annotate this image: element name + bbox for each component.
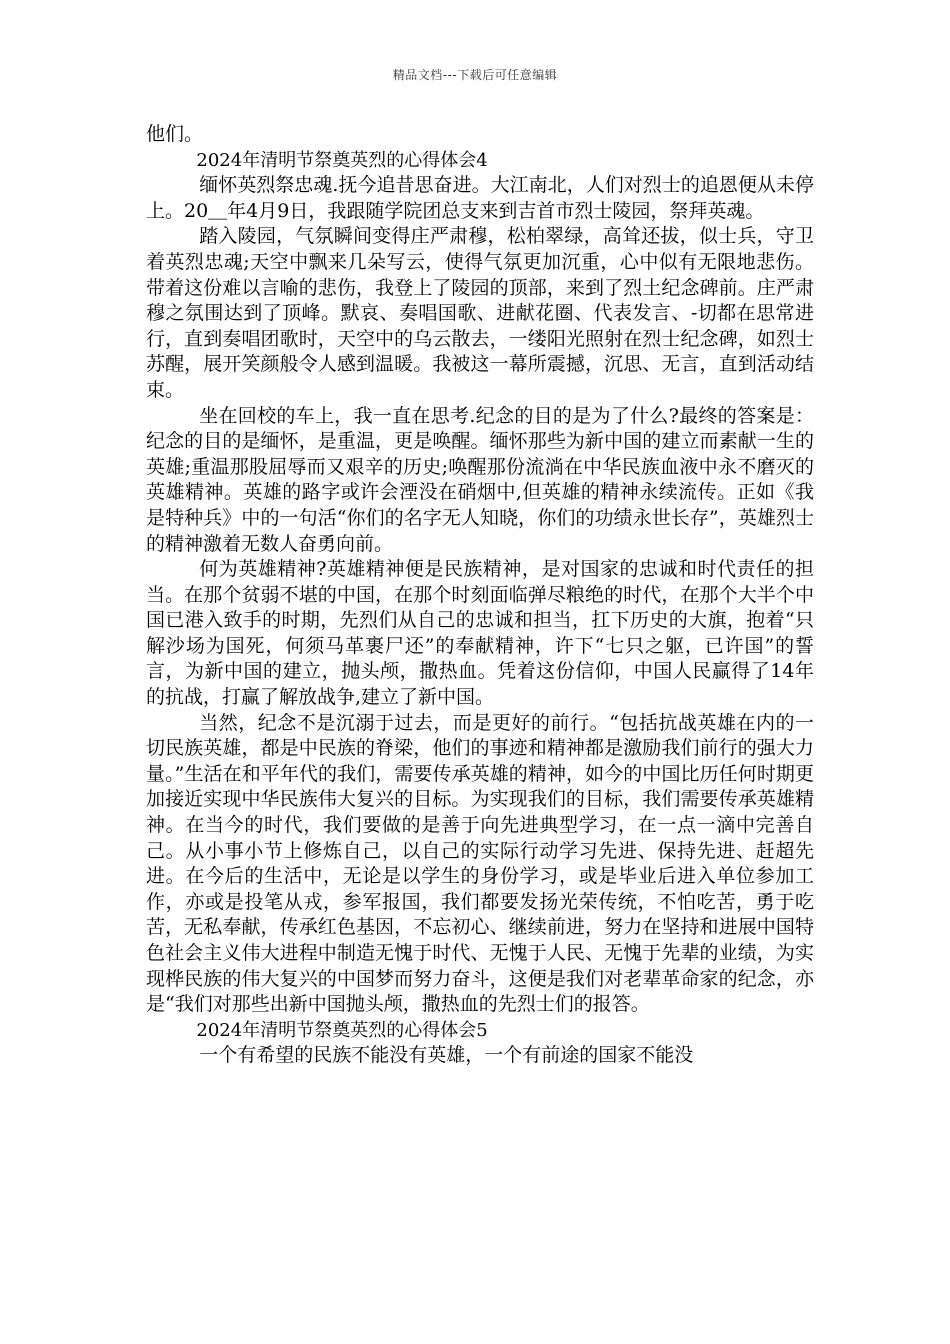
paragraph-moving-forward: 当然，纪念不是沉溺于过去，而是更好的前行。“包括抗战英雄在内的一切民族英雄，都是中民族的脊梁，他们的事迹和精神都是激励我们前行的强大力量。”生活在和平年代的我们，需要传承英雄的精神，如今的中国比历任何时期更加接近实现中华民族伟大复兴的目标。为实现我们的目标，我们需要传承英雄精神。在当今的时代，我们要做的是善于向先进典型学习，在一点一滴中完善自己。从小事小节上修炼自己，以自己的实际行动学习先进、保持先进、赶超先进。在今后的生活中，无论是以学生的身份学习，或是毕业后进入单位参加工作，亦或是投笔从戎，参军报国，我们都要发扬光荣传统，不怕吃苦，勇于吃苦，无私奉献，传承红色基因，不忘初心、继续前进，努力在坚持和进展中国特色社会主义伟大进程中制造无愧于时代、无愧于人民、无愧于先辈的业绩，为实现桦民族的伟大复兴的中国梦而努力奋斗，这便是我们对老辈革命家的纪念，亦是“我们对那些出新中国抛头颅，撒热血的先烈士们的报答。 — [146, 711, 814, 1016]
document-body — [146, 122, 814, 1069]
section-heading-4: 2024年清明节祭奠英烈的心得体会4 — [196, 149, 488, 171]
page-header: 精品文档---下载后可任意编辑 — [392, 68, 558, 82]
section-heading-5: 2024年清明节祭奠英烈的心得体会5 — [196, 1019, 488, 1041]
paragraph-reflection: 坐在回校的车上，我一直在思考.纪念的目的是为了什么?最终的答案是：纪念的目的是缅怀，是重温，更是唤醒。缅怀那些为新中国的建立而素献一生的英雄;重温那股屈辱而又艰辛的历史;唤醒那份流淌在中华民族血液中永不磨灭的英雄精神。英雄的路字或许会湮没在硝烟中,但英雄的精神永续流传。正如《我是特种兵》中的一句活“你们的名字无人知晓，你们的功绩永世长存”，英雄烈士的精神激着无数人奋勇向前。 — [146, 404, 814, 555]
paragraph-hero-spirit: 何为英雄精神?英雄精神便是民族精神，是对国家的忠诚和时代责任的担当。在那个贫弱不堪的中国，在那个时刻面临弹尽粮绝的时代，在那个大半个中国已港入致手的时期，先烈们从自己的忠诚和担当，扛下历史的大旗，抱着“只解沙场为国死，何须马革裹尸还”的奉献精神，许下“七只之躯，已许国”的誓言，为新中国的建立，抛头颅，撒热血。凭着这份信仰，中国人民赢得了14年的抗战，打赢了解放战争,建立了新中国。 — [146, 558, 814, 709]
paragraph-cemetery: 踏入陵园，气氛瞬间变得庄严肃穆，松柏翠绿，高耸还拔，似士兵，守卫着英烈忠魂;天空中飘来几朵写云，使得气氛更加沉重，心中似有无限地悲伤。带着这份难以言喻的悲伤，我登上了陵园的顶部，来到了烈土纪念碑前。庄严肃穆之氛围达到了顶峰。默哀、奏唱国歌、进献花圈、代表发言、-切都在思常进行，直到奏唱团歌时，天空中的乌云散去，一缕阳光照射在烈士纪念碑，如烈士苏醒，展开笑颜般令人感到温暖。我被这一幕所震撼，沉思、无言，直到活动结束。 — [146, 225, 814, 401]
paragraph-continuation: 他们。 — [146, 123, 204, 145]
paragraph-nation: 一个有希望的民族不能没有英雄，一个有前途的国家不能没 — [199, 1044, 694, 1067]
paragraph-intro: 缅怀英烈祭忠魂.抚今追昔思奋进。大江南北，人们对烈士的追恩便从未停上。20＿年4月9日，我跟随学院团总支来到吉首市烈士陵园，祭拜英魂。 — [146, 174, 814, 222]
